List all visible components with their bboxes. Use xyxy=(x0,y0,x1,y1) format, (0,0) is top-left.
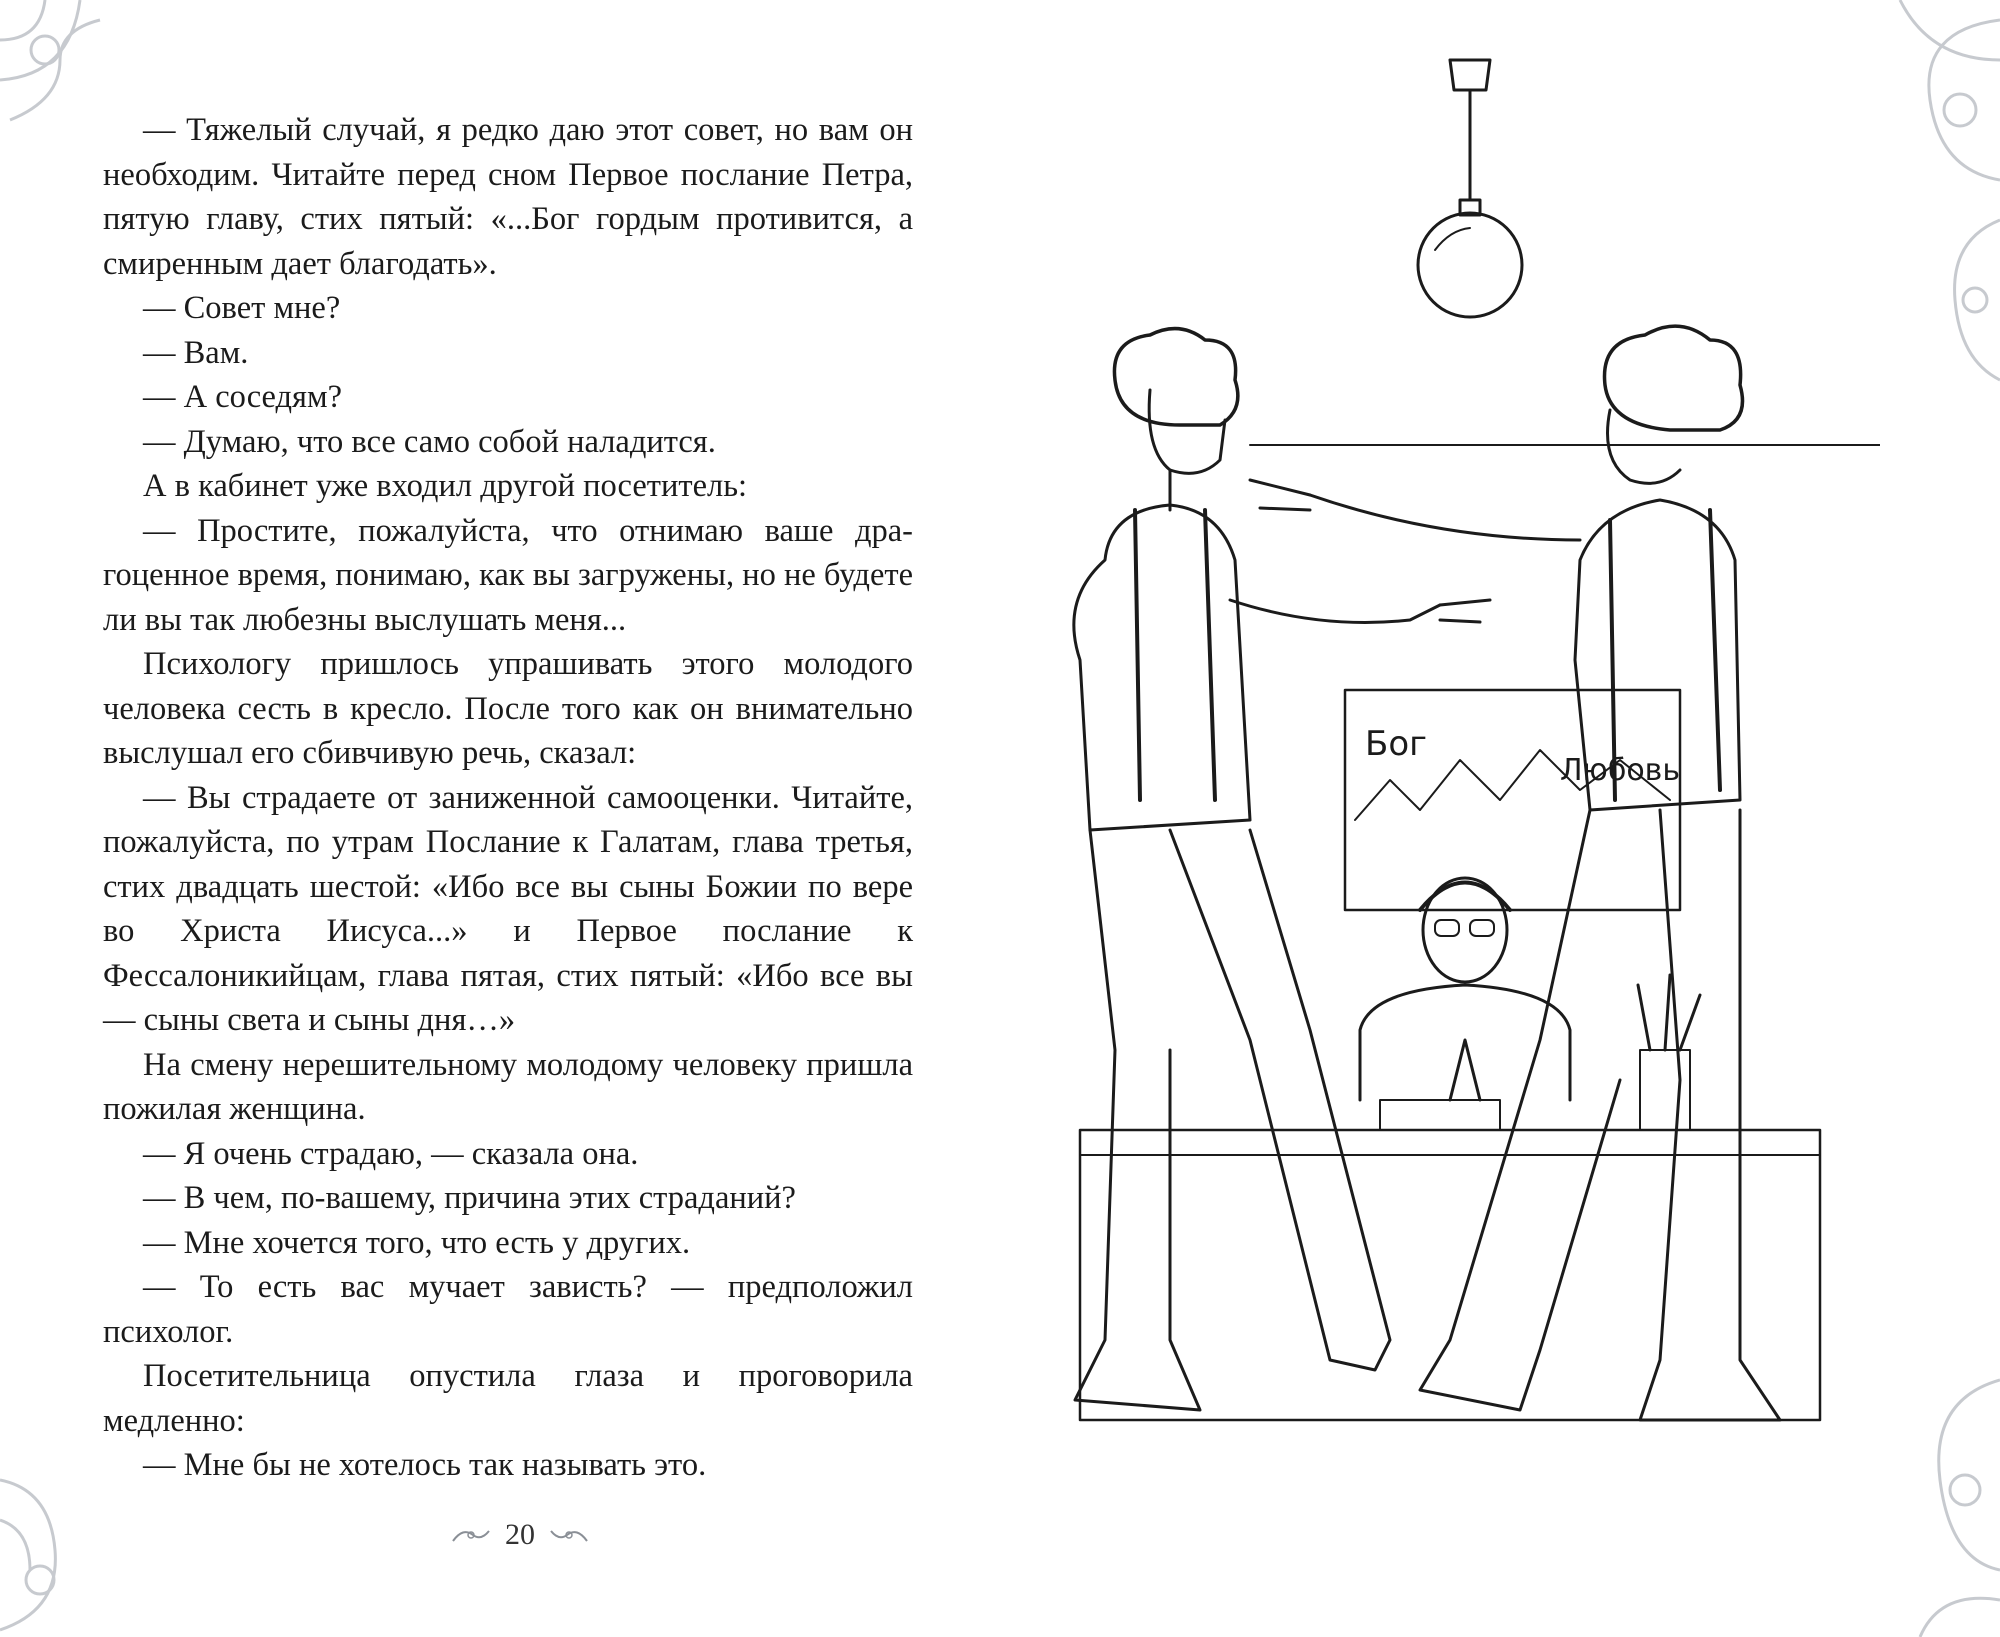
page-number: 20 xyxy=(505,1518,535,1551)
paragraph: — А соседям? xyxy=(143,379,342,415)
paragraph: — Мне бы не хотелось так называть это. xyxy=(143,1447,707,1483)
wall-poster xyxy=(1345,690,1680,910)
paragraph: — Тяжелый случай, я редко даю этот совет, но вам он необходим. Читайте перед сном Первое послание Петра, пятую главу, стих пятый: «...Бог гордым противится, а смиренным дает благодать». xyxy=(103,112,913,282)
pencil-cup xyxy=(1638,975,1700,1130)
psychologist-figure xyxy=(1360,878,1570,1100)
right-man-figure xyxy=(1250,326,1780,1420)
page-text xyxy=(103,108,913,1488)
flourish-left-icon xyxy=(451,1523,491,1547)
paragraph: Посетительница опустила глаза и проговорила медленно: xyxy=(103,1358,913,1439)
paragraph: Психологу пришлось упрашивать этого молодого человека сесть в кресло. После того как он внимательно выслушал его сбивчивую речь, сказал: xyxy=(103,646,913,771)
desk xyxy=(1080,1100,1820,1420)
paragraph: — Вы страдаете от заниженной самооценки. Читайте, пожалуйста, по утрам Послание к Галатам, глава третья, стих двадцать шестой: «Ибо все вы сыны Божии по вере во Христа Иисуса...» и Первое послание к Фессалоникийцам, глава пятая, стих пятый: «Ибо все вы — сыны света и сыны дня…» xyxy=(103,779,913,1038)
paragraph: А в кабинет уже входил другой посетитель: xyxy=(143,468,748,504)
paragraph: — Вам. xyxy=(143,334,249,371)
paragraph: — Совет мне? xyxy=(143,290,341,326)
poster-text-left: Бог xyxy=(1365,724,1427,764)
poster-text-right: Любовь xyxy=(1560,753,1681,788)
corner-ornament-bottom-right xyxy=(1860,1370,2000,1637)
paragraph: На смену нерешительному молодому человеку пришла пожилая женщина. xyxy=(103,1046,913,1127)
paragraph: — В чем, по-вашему, причина этих страданий? xyxy=(143,1180,796,1216)
paragraph: — Простите, пожалуйста, что отнимаю ваше драгоценное время, понимаю, как вы загружены, но не будете ли вы так любезны выслушать меня... xyxy=(103,512,913,638)
corner-ornament-top-right xyxy=(1860,0,2000,430)
paragraph: — То есть вас мучает зависть? — предположил психолог. xyxy=(103,1269,913,1350)
left-man-figure xyxy=(1074,329,1490,1410)
page-footer xyxy=(430,1510,610,1560)
paragraph: — Я очень страдаю, — сказала она. xyxy=(143,1135,639,1172)
ceiling-lamp xyxy=(1418,60,1522,317)
paragraph: — Мне хочется того, что есть у других. xyxy=(143,1224,691,1261)
paragraph: — Думаю, что все само собой наладится. xyxy=(143,423,716,460)
illustration xyxy=(1020,40,1880,1480)
flourish-right-icon xyxy=(549,1523,589,1547)
